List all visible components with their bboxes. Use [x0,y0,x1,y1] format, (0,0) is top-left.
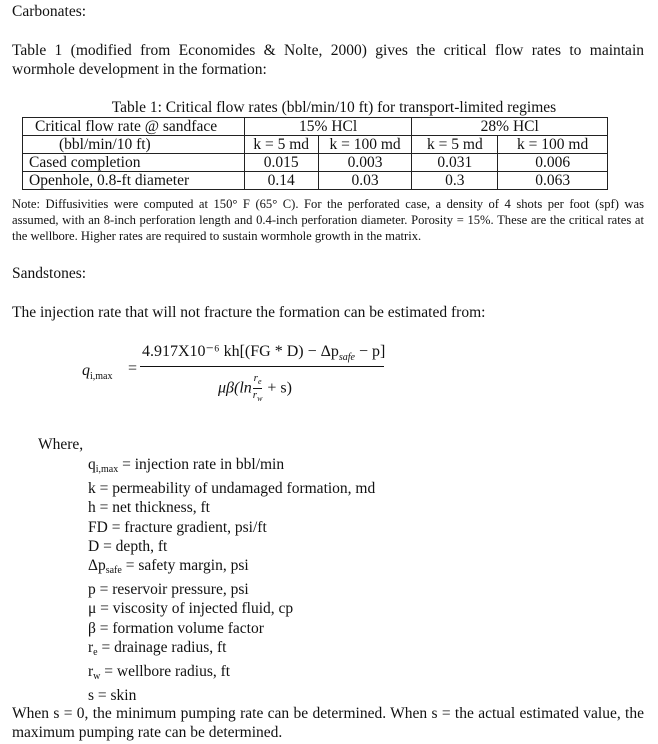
table-cell: 0.063 [498,172,608,190]
table-row [23,172,608,190]
table-cell: 0.3 [412,172,498,190]
row-label: Cased completion [23,154,245,172]
list-item: re = drainage radius, ft [88,638,227,658]
list-item: p = reservoir pressure, psi [88,581,249,599]
list-item: FD = fracture gradient, psi/ft [88,518,267,536]
list-item: Δpsafe = safety margin, psi [88,557,249,577]
row-header-cell [23,118,245,136]
definitions-list [88,455,375,705]
final-paragraph: When s = 0, the minimum pumping rate can be determined. When s = the actual estimated value, the maximum pumping rate can be determined. [12,705,644,741]
sub-header: k = 100 md [318,136,412,154]
row-label: Openhole, 0.8-ft diameter [23,172,245,190]
list-item: β = formation volume factor [88,619,264,637]
row-header-line1: Critical flow rate @ sandface [35,118,218,135]
sub-header: k = 5 md [412,136,498,154]
list-item: μ = viscosity of injected fluid, cp [88,600,294,618]
table-cell: 0.14 [244,172,318,190]
list-item: qi,max = injection rate in bbl/min [88,456,285,475]
sub-header: k = 100 md [498,136,608,154]
row-header-line2: (bbl/min/10 ft) [59,136,151,153]
sub-header: k = 5 md [244,136,318,154]
critical-flow-table [22,117,608,190]
equation-numerator: 4.917X10⁻⁶ $kh[(FG * D) - \Delta p_{safe} - p]$ [142,343,386,364]
equation-denominator: μβ(ln $\frac{r_e}{r_w}$ + s) [218,372,292,404]
list-item: h = net thickness, ft [88,499,210,517]
row-header-cell-units [23,136,245,154]
equation-lhs: $q_{i,max}$ [82,362,113,383]
table-cell: 0.015 [244,154,318,172]
where-label: Where, [38,436,84,453]
heading-sandstones: Sandstones: [12,265,87,282]
list-item: D = depth, ft [88,537,168,555]
heading-carbonates: Carbonates: [12,3,87,20]
table-caption: Table 1: Critical flow rates (bbl/min/10 ft) for transport-limited regimes [111,99,557,116]
table-note: Note: Diffusivities were computed at 150° F (65° C). For the perforated case, a density of 4 shots per foot (spf) was assumed, with an 8-inch perforation length and 0.4-inch perforation diameter. Porosity = 15%. These are the critical rates at the wellbore. Higher rates are required to sustain wormhole growth in the matrix. [12,197,644,243]
intro-paragraph: Table 1 (modified from Economides & Nolte, 2000) gives the critical flow rates to maintain wormhole development in the formation: [12,42,644,78]
injection-rate-equation [0,340,658,430]
table-row [23,154,608,172]
fraction-bar [140,366,384,367]
list-item: k = permeability of undamaged formation, md [88,480,376,498]
equals-sign: = [128,360,138,377]
list-item: s = skin [88,687,137,705]
table-cell: 0.003 [318,154,412,172]
injection-text: The injection rate that will not fracture the formation can be estimated from: [12,304,486,321]
list-item: rw = wellbore radius, ft [88,663,231,683]
table-cell: 0.03 [318,172,412,190]
table-cell: 0.031 [412,154,498,172]
group-header-28-hcl: 28% HCl [412,118,608,136]
group-header-15-hcl: 15% HCl [244,118,412,136]
table-cell: 0.006 [498,154,608,172]
